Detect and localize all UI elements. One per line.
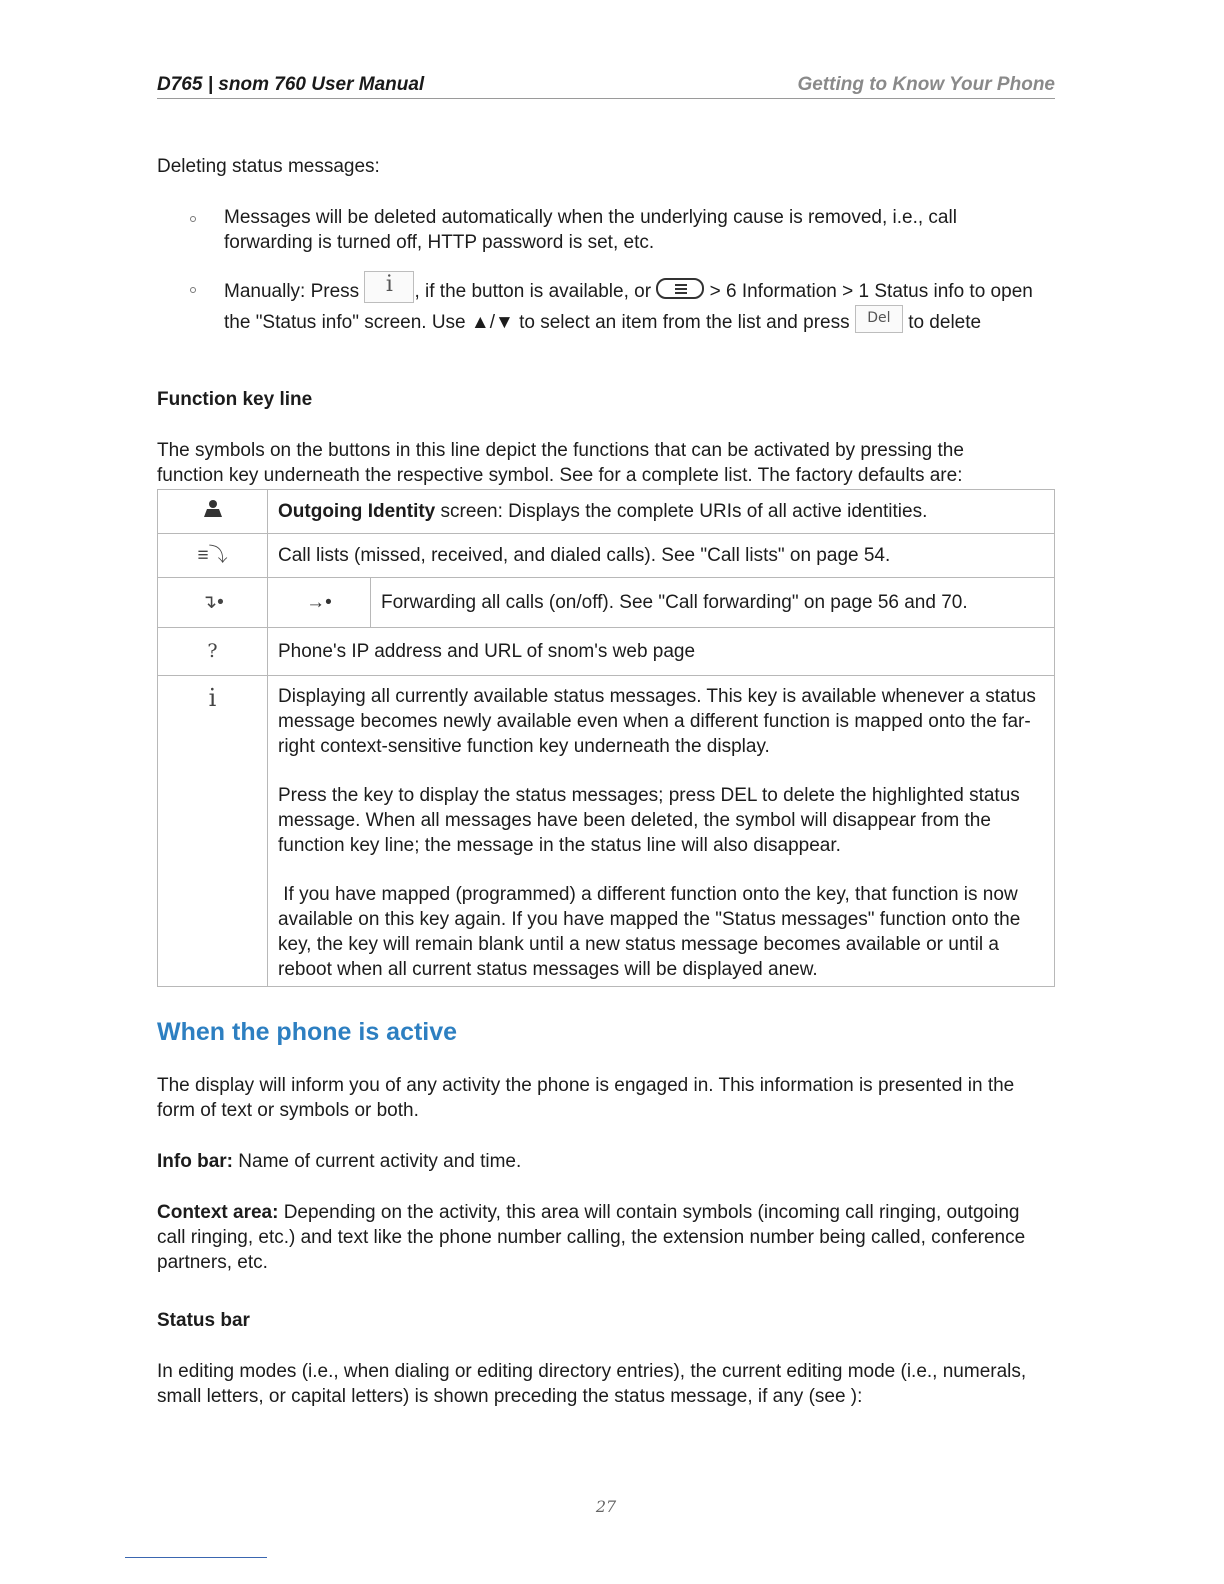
info-key-icon: i <box>364 271 414 303</box>
page-number: 27 <box>595 1497 617 1516</box>
ip-address-desc: Phone's IP address and URL of snom's web page <box>268 628 1055 676</box>
forward-sub-icon: →• <box>268 578 371 628</box>
status-desc-para-1: Displaying all currently available status messages. This key is available whenever a status message becomes newly available even when a different function is mapped onto the far-right context-sensitive function key underneath the display. <box>278 686 1036 757</box>
function-key-intro: The symbols on the buttons in this line depict the functions that can be activated by pressing the function key underneath the respective symbol. See for a complete list. The factory defaults are: <box>157 440 964 486</box>
info-bar-para <box>157 1149 1057 1174</box>
table-row <box>158 490 1055 534</box>
bullet-automatic-text: Messages will be deleted automatically when the underlying cause is removed, i.e., call forwarding is turned off, HTTP password is set, etc. <box>224 207 957 253</box>
manual-text-3: > 6 Information > 1 Status info to open the "Status info" screen. Use <box>224 281 1033 333</box>
del-key-icon: Del <box>855 305 903 333</box>
function-key-heading: Function key line <box>157 389 313 410</box>
status-desc-para-2: Press the key to display the status messages; press DEL to delete the highlighted status message. When all messages have been deleted, the symbol will disappear from the function key line; the message in the status line will also disappear. <box>278 785 1020 856</box>
identity-label: Outgoing Identity <box>278 501 436 522</box>
status-bar-text: In editing modes (i.e., when dialing or editing directory entries), the current editing mode (i.e., numerals, small letters, or capital letters) is shown preceding the status message, if any (see ): <box>157 1361 1027 1407</box>
manual-text-5: to delete <box>908 312 982 333</box>
header-chapter-title: Getting to Know Your Phone <box>797 74 1055 95</box>
person-icon <box>158 490 268 534</box>
help-icon: ? <box>158 628 268 676</box>
function-key-table <box>157 489 1055 987</box>
info-icon: i <box>158 676 268 987</box>
table-row <box>158 628 1055 676</box>
status-bar-heading: Status bar <box>157 1310 250 1331</box>
call-lists-desc: Call lists (missed, received, and dialed calls). See "Call lists" on page 54. <box>268 534 1055 578</box>
section-heading-active: When the phone is active <box>157 1018 458 1046</box>
context-area-text: Depending on the activity, this area will contain symbols (incoming call ringing, outgoing call ringing, etc.) and text like the phone number calling, the extension number being called, conference partners, etc. <box>157 1202 1026 1273</box>
forward-icon: ↴• <box>158 578 268 628</box>
manual-text-2: , if the button is available, or <box>414 281 652 302</box>
table-row <box>158 676 1055 987</box>
status-messages-desc <box>268 676 1055 987</box>
page-header <box>157 74 1055 99</box>
footnote-divider <box>125 1557 267 1558</box>
context-area-para <box>157 1200 1042 1275</box>
status-desc-para-3: If you have mapped (programmed) a different function onto the key, that function is now available on this key again. If you have mapped the "Status messages" function onto the key, the key will remain blank until a new status message becomes available or until a reboot when all current status messages will be displayed anew. <box>278 884 1026 980</box>
menu-button-icon <box>656 278 704 299</box>
identity-desc <box>268 490 1055 534</box>
bullet-manual <box>157 271 1034 338</box>
manual-text-4: to select an item from the list and press <box>519 312 850 333</box>
deleting-intro: Deleting status messages: <box>157 156 380 177</box>
manual-text-1: Manually: Press <box>224 281 360 302</box>
info-bar-text: Name of current activity and time. <box>233 1151 522 1172</box>
deleting-bullet-list <box>157 205 1057 338</box>
table-row <box>158 578 1055 628</box>
forward-desc: Forwarding all calls (on/off). See "Call forwarding" on page 56 and 70. <box>371 578 1055 628</box>
identity-text: screen: Displays the complete URIs of all active identities. <box>435 501 928 522</box>
info-bar-label: Info bar: <box>157 1151 233 1172</box>
table-row <box>158 534 1055 578</box>
bullet-automatic <box>157 205 984 255</box>
arrow-keys-icon: ▲/▼ <box>470 312 514 333</box>
outgoing-identity-icon <box>203 499 223 517</box>
active-intro: The display will inform you of any activity the phone is engaged in. This information is presented in the form of text or symbols or both. <box>157 1075 1015 1121</box>
context-area-label: Context area: <box>157 1202 279 1223</box>
header-manual-title: D765 | snom 760 User Manual <box>157 74 425 95</box>
call-lists-icon: ≡⤵ <box>158 534 268 578</box>
